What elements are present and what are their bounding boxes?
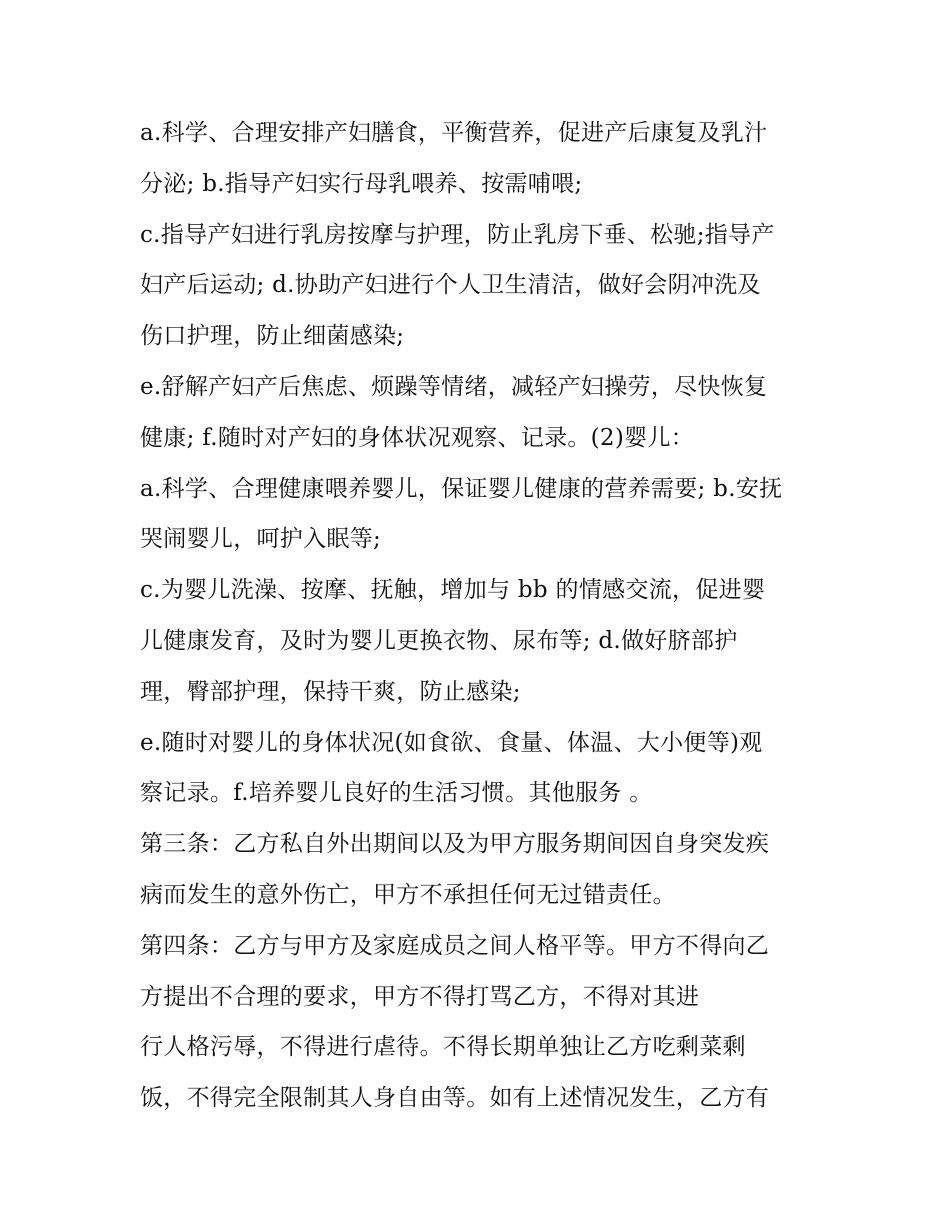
- text-line: 哭闹婴儿，呵护入眠等;: [140, 526, 382, 553]
- text-line: 行人格污辱，不得进行虐待。不得长期单独让乙方吃剩菜剩: [140, 1034, 746, 1061]
- text-line: 理，臀部护理，保持干爽，防止感染;: [140, 678, 521, 705]
- text-line: a.科学、合理安排产妇膳食，平衡营养，促进产后康复及乳汁: [140, 120, 768, 146]
- document-body: [140, 108, 830, 1124]
- text-line: 第四条：乙方与甲方及家庭成员之间人格平等。甲方不得向乙: [140, 932, 770, 959]
- text-line: 方提出不合理的要求，甲方不得打骂乙方，不得对其进: [140, 983, 700, 1010]
- text-line: 儿健康发育，及时为婴儿更换衣物、尿布等; d.做好脐部护: [140, 627, 738, 654]
- text-line: e.随时对婴儿的身体状况(如食欲、食量、体温、大小便等)观: [140, 729, 763, 756]
- text-line: 病而发生的意外伤亡，甲方不承担任何无过错责任。: [140, 881, 676, 908]
- text-line: 妇产后运动; d.协助产妇进行个人卫生清洁，做好会阴冲洗及: [140, 272, 761, 299]
- text-line: 伤口护理，防止细菌感染;: [140, 323, 405, 350]
- text-line: 第三条：乙方私自外出期间以及为甲方服务期间因自身突发疾: [140, 831, 770, 858]
- text-line: 健康; f.随时对产妇的身体状况观察、记录。(2)婴儿：: [140, 424, 695, 451]
- text-line: a.科学、合理健康喂养婴儿，保证婴儿健康的营养需要; b.安抚: [140, 475, 783, 502]
- text-line: c.指导产妇进行乳房按摩与护理，防止乳房下垂、松驰;指导产: [140, 221, 775, 248]
- text-line: 饭，不得完全限制其人身自由等。如有上述情况发生，乙方有: [140, 1085, 770, 1112]
- text-line: c.为婴儿洗澡、按摩、抚触，增加与 bb 的情感交流，促进婴: [140, 577, 766, 604]
- text-line: 察记录。f.培养婴儿良好的生活习惯。其他服务 。: [140, 780, 653, 807]
- text-line: 分泌; b.指导产妇实行母乳喂养、按需哺喂;: [140, 170, 583, 197]
- text-line: e.舒解产妇产后焦虑、烦躁等情绪，减轻产妇操劳，尽快恢复: [140, 373, 768, 400]
